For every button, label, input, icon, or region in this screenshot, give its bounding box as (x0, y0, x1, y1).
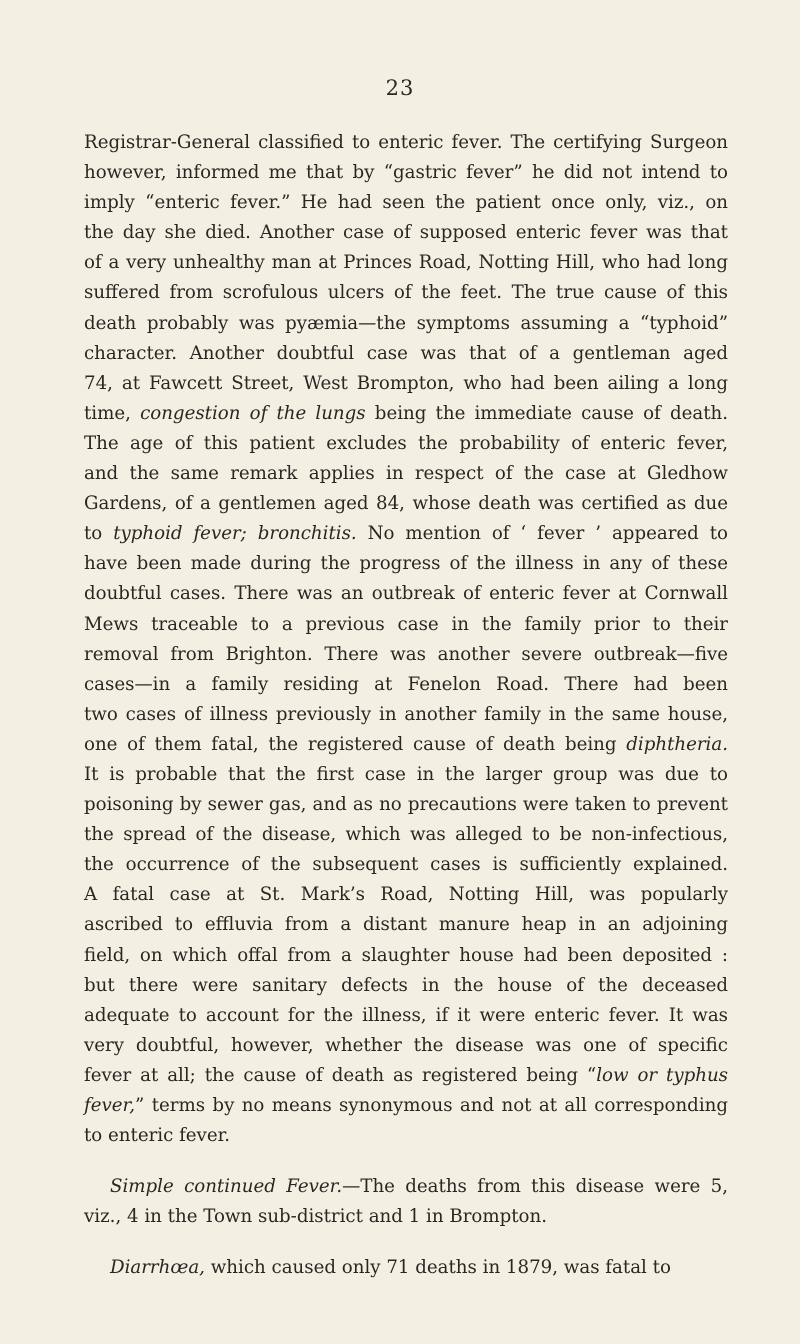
text-segment: doubtful cases. There was an outbreak of enteric fever at Cornwall (84, 583, 728, 605)
page-number: 23 (385, 76, 415, 100)
text-line (84, 1202, 728, 1232)
text-line (84, 971, 728, 1001)
italic-text: diphtheria. (626, 733, 728, 755)
text-line (84, 278, 728, 308)
text-line (84, 730, 728, 760)
text-line (84, 579, 728, 609)
text-line (84, 158, 728, 188)
text-line (84, 248, 728, 278)
text-line (84, 309, 728, 339)
text-segment: the day she died. Another case of supposed enteric fever was that (84, 222, 728, 244)
text-segment: time, (84, 402, 141, 424)
text-line (84, 459, 728, 489)
text-segment: to (84, 523, 114, 545)
text-line (84, 339, 728, 369)
text-line (84, 489, 728, 519)
paragraph-gap (84, 1151, 728, 1172)
text-line (84, 429, 728, 459)
text-segment: of a very unhealthy man at Princes Road, Notting Hill, who had long (84, 252, 728, 274)
text-line (84, 1253, 728, 1283)
text-segment: but there were sanitary defects in the house of the deceased (84, 974, 728, 996)
text-segment: Gardens, of a gentlemen aged 84, whose death was certified as due (84, 493, 728, 515)
text-segment: and the same remark applies in respect of the case at Gledhow (84, 463, 728, 485)
text-line (84, 399, 728, 429)
text-segment: A fatal case at St. Mark’s Road, Notting Hill, was popularly (84, 884, 728, 906)
text-segment: Mews traceable to a previous case in the family prior to their (84, 613, 728, 635)
text-line (84, 820, 728, 850)
text-line (84, 1172, 728, 1202)
text-segment: removal from Brighton. There was another severe outbreak—five (84, 643, 728, 665)
text-segment: to enteric fever. (84, 1125, 231, 1147)
text-segment: cases—in a family residing at Fenelon Road. There had been (84, 673, 728, 695)
text-line (84, 880, 728, 910)
text-line (84, 610, 728, 640)
text-line (84, 760, 728, 790)
paragraph-simple-continued-fever (84, 1172, 728, 1232)
text-segment: Registrar-General classified to enteric fever. The certifying Surgeon (84, 132, 728, 153)
text-segment: the occurrence of the subsequent cases is sufficiently explained. (84, 854, 728, 876)
italic-text: congestion of the lungs (140, 402, 366, 424)
text-segment: poisoning by sewer gas, and as no precautions were taken to prevent (84, 794, 728, 816)
text-segment: fever at all; the cause of death as registered being “ (84, 1064, 597, 1086)
text-line (84, 369, 728, 399)
text-segment: ” terms by no means synonymous and not at all corresponding (135, 1095, 728, 1116)
text-segment: —The deaths from this disease were 5, (342, 1176, 728, 1198)
text-segment: very doubtful, however, whether the disease was one of specific (84, 1034, 728, 1056)
paragraph-gap (84, 1232, 728, 1253)
text-segment: 74, at Fawcett Street, West Brompton, who had been ailing a long (84, 372, 728, 394)
text-segment: It is probable that the first case in the larger group was due to (84, 763, 728, 785)
text-line (84, 700, 728, 730)
italic-text: typhoid fever; bronchitis. (113, 523, 357, 545)
body-text (84, 128, 728, 1283)
text-segment: The age of this patient excludes the probability of enteric fever, (84, 432, 728, 454)
text-segment: No mention of ‘ fever ’ appeared to (356, 523, 728, 545)
text-segment: the spread of the disease, which was alleged to be non-infectious, (84, 824, 728, 846)
text-line (84, 910, 728, 940)
text-segment: one of them fatal, the registered cause of death being (84, 733, 627, 755)
text-line (84, 1031, 728, 1061)
paragraph-enteric-fever (84, 128, 728, 1151)
text-segment: two cases of illness previously in another family in the same house, (84, 703, 728, 725)
text-segment: imply “enteric fever.” He had seen the patient once only, viz., on (84, 192, 728, 214)
text-segment: character. Another doubtful case was that of a gentleman aged (84, 342, 728, 364)
italic-text: Simple continued Fever. (110, 1176, 343, 1198)
text-line (84, 640, 728, 670)
text-segment: have been made during the progress of the illness in any of these (84, 553, 728, 575)
text-segment: ascribed to effluvia from a distant manure heap in an adjoining (84, 914, 728, 936)
text-segment: death probably was pyæmia—the symptoms assuming a “typhoid” (84, 312, 728, 334)
text-line (84, 670, 728, 700)
text-line (84, 188, 728, 218)
italic-text: low or typhus (596, 1064, 728, 1086)
text-line (84, 941, 728, 971)
text-segment: which caused only 71 deaths in 1879, was fatal to (204, 1257, 671, 1279)
paragraph-diarrhoea (84, 1253, 728, 1283)
text-line (84, 1001, 728, 1031)
text-line (84, 850, 728, 880)
text-segment: viz., 4 in the Town sub-district and 1 in Brompton. (84, 1206, 547, 1228)
text-segment: suffered from scrofulous ulcers of the feet. The true cause of this (84, 282, 728, 304)
text-line (84, 218, 728, 248)
text-line (84, 790, 728, 820)
italic-text: Diarrhœa, (110, 1257, 205, 1279)
text-segment: being the immediate cause of death. (365, 402, 728, 424)
text-segment: adequate to account for the illness, if it were enteric fever. It was (84, 1004, 728, 1026)
text-line (84, 128, 728, 158)
text-line (84, 1121, 728, 1151)
text-segment: however, informed me that by “gastric fever” he did not intend to (84, 162, 728, 184)
text-line (84, 1091, 728, 1121)
text-segment: field, on which offal from a slaughter house had been deposited : (84, 944, 728, 966)
italic-text: fever, (84, 1095, 136, 1116)
text-line (84, 519, 728, 549)
text-line (84, 1061, 728, 1091)
text-line (84, 549, 728, 579)
